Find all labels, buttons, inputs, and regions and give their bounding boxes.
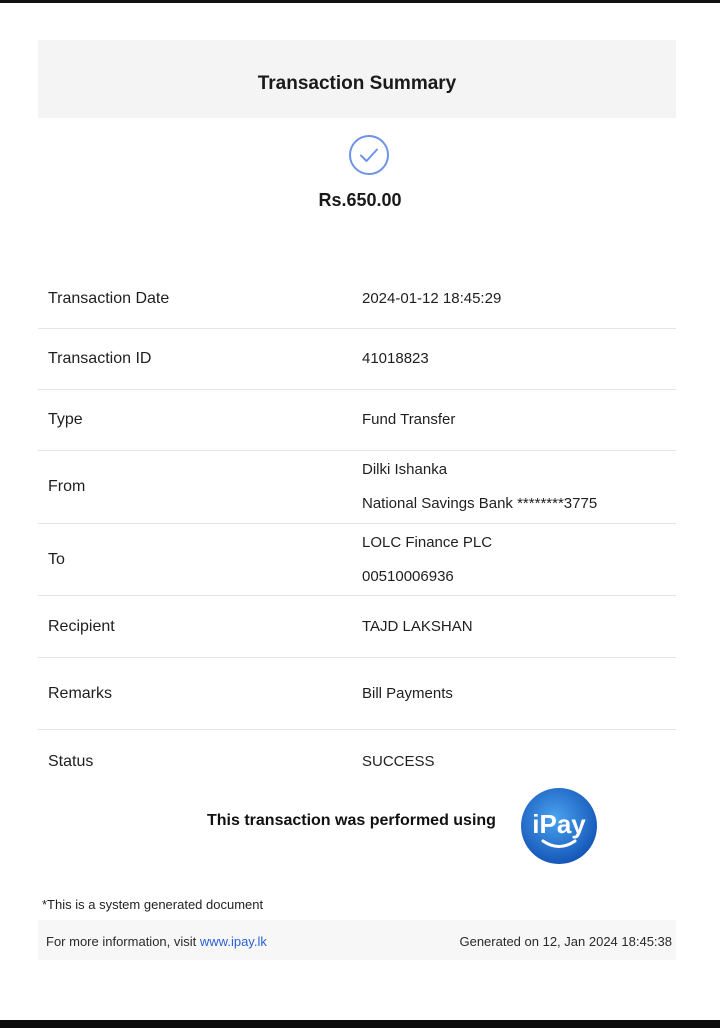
- ipay-website-link[interactable]: www.ipay.lk: [199, 934, 267, 949]
- row-status: [38, 730, 676, 794]
- transaction-date-label: Transaction Date: [48, 290, 170, 307]
- system-generated-note: *This is a system generated document: [42, 897, 264, 912]
- status-value: SUCCESS: [362, 753, 435, 770]
- row-from: [38, 451, 676, 524]
- performed-using-text: This transaction was performed using: [207, 812, 496, 829]
- remarks-label: Remarks: [48, 684, 113, 702]
- type-label: Type: [48, 411, 83, 428]
- row-recipient: [38, 596, 676, 658]
- footer: [38, 920, 676, 960]
- to-label: To: [48, 550, 65, 568]
- to-value: [362, 526, 492, 594]
- bottom-edge-bar: [0, 1020, 720, 1028]
- recipient-label: Recipient: [48, 617, 115, 635]
- row-type: [38, 390, 676, 451]
- transaction-id-label: Transaction ID: [48, 350, 152, 367]
- status-label: Status: [48, 753, 94, 770]
- from-account: National Savings Bank ********3775: [362, 495, 598, 512]
- page-title: Transaction Summary: [257, 73, 457, 94]
- footer-info: [46, 934, 267, 949]
- to-account: 00510006936: [362, 567, 454, 585]
- row-transaction-date: [38, 270, 676, 329]
- from-label: From: [48, 478, 86, 495]
- footer-info-prefix: For more information, visit: [46, 934, 197, 949]
- row-remarks: [38, 658, 676, 730]
- performed-using: [0, 786, 720, 866]
- ipay-logo: [518, 786, 600, 866]
- top-edge-bar: [0, 0, 720, 3]
- from-value: [362, 453, 597, 521]
- generated-timestamp: Generated on 12, Jan 2024 18:45:38: [459, 934, 672, 949]
- from-name: Dilki Ishanka: [362, 461, 448, 478]
- transaction-date-value: 2024-01-12 18:45:29: [362, 290, 502, 307]
- transaction-amount: Rs.650.00: [318, 190, 402, 210]
- row-transaction-id: [38, 329, 676, 390]
- to-name: LOLC Finance PLC: [362, 533, 493, 551]
- type-value: Fund Transfer: [362, 411, 456, 428]
- row-to: [38, 524, 676, 596]
- recipient-value: TAJD LAKSHAN: [362, 617, 473, 635]
- transaction-details: [38, 270, 676, 794]
- header-band: [38, 40, 676, 118]
- check-circle-icon: [348, 134, 390, 176]
- transaction-id-value: 41018823: [362, 350, 429, 367]
- ipay-logo-text: iPay: [532, 809, 586, 839]
- remarks-value: Bill Payments: [362, 684, 453, 702]
